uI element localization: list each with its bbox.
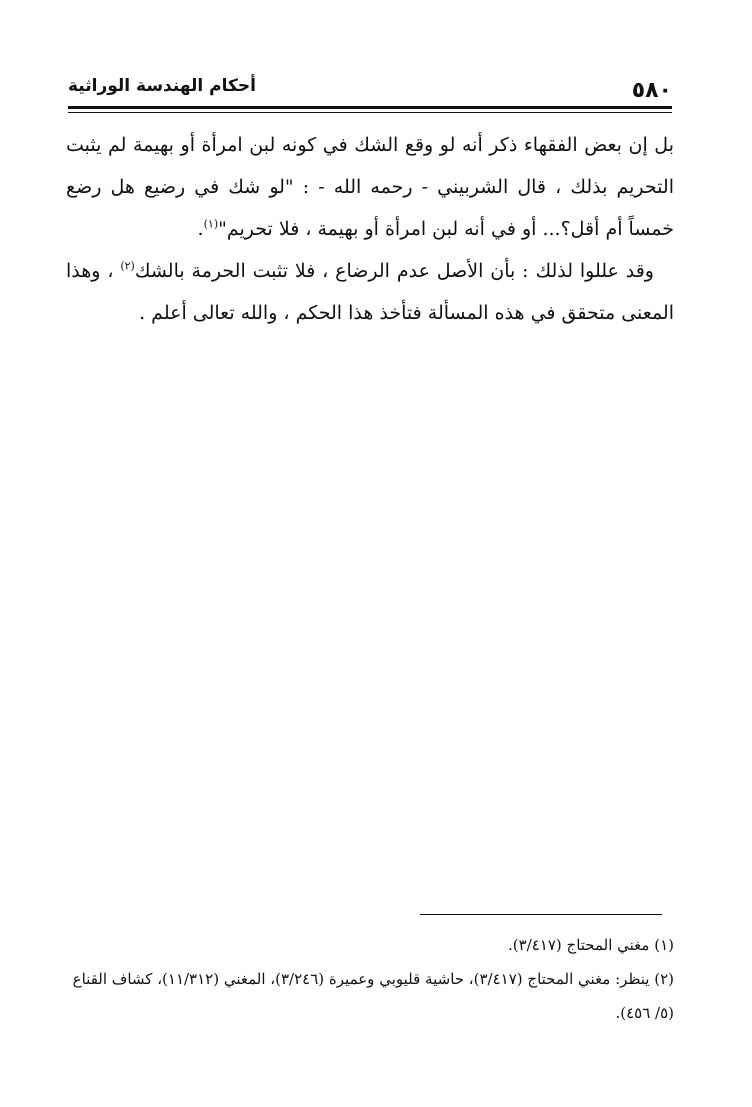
paragraph-2 [66, 250, 674, 334]
page-number: ٥٨٠ [631, 78, 672, 103]
footnote-1: (١) مغني المحتاج (٣/٤١٧). [507, 936, 674, 954]
main-text [66, 124, 674, 334]
page-header [68, 72, 672, 102]
footnote-2: (٢) ينظر: مغني المحتاج (٣/٤١٧)، حاشية قليوبي وعميرة (٣/٢٤٦)، المغني (١١/٣١٢)، كشاف القناع (٥/ ٤٥٦). [72, 970, 674, 1022]
footnotes [66, 928, 674, 1030]
footnote-separator [420, 914, 662, 915]
paragraph-2-text: وقد عللوا لذلك : بأن الأصل عدم الرضاع ، فلا تثبت الحرمة بالشك [134, 260, 654, 282]
paragraph-1 [66, 124, 674, 250]
paragraph-1-text: بل إن بعض الفقهاء ذكر أنه لو وقع الشك في كونه لبن امرأة أو بهيمة لم يثبت التحريم بذلك ، قال الشربيني - رحمه الله - : "لو شك في رضيع هل رضع خمساً أم أقل؟... أو في أنه لبن امرأة أو بهيمة ، فلا تحريم" [66, 134, 674, 240]
header-rule-thin [68, 112, 672, 113]
footnote-ref-1: (١) [203, 217, 219, 231]
running-title: أحكام الهندسة الوراثية [68, 76, 256, 96]
header-rule [68, 106, 672, 109]
paragraph-1-end: . [197, 218, 204, 240]
paragraph-2-end: ، وهذا المعنى متحقق في هذه المسألة فتأخذ هذا الحكم ، والله تعالى أعلم . [66, 260, 674, 324]
footnote-ref-2: (٢) [120, 259, 135, 273]
